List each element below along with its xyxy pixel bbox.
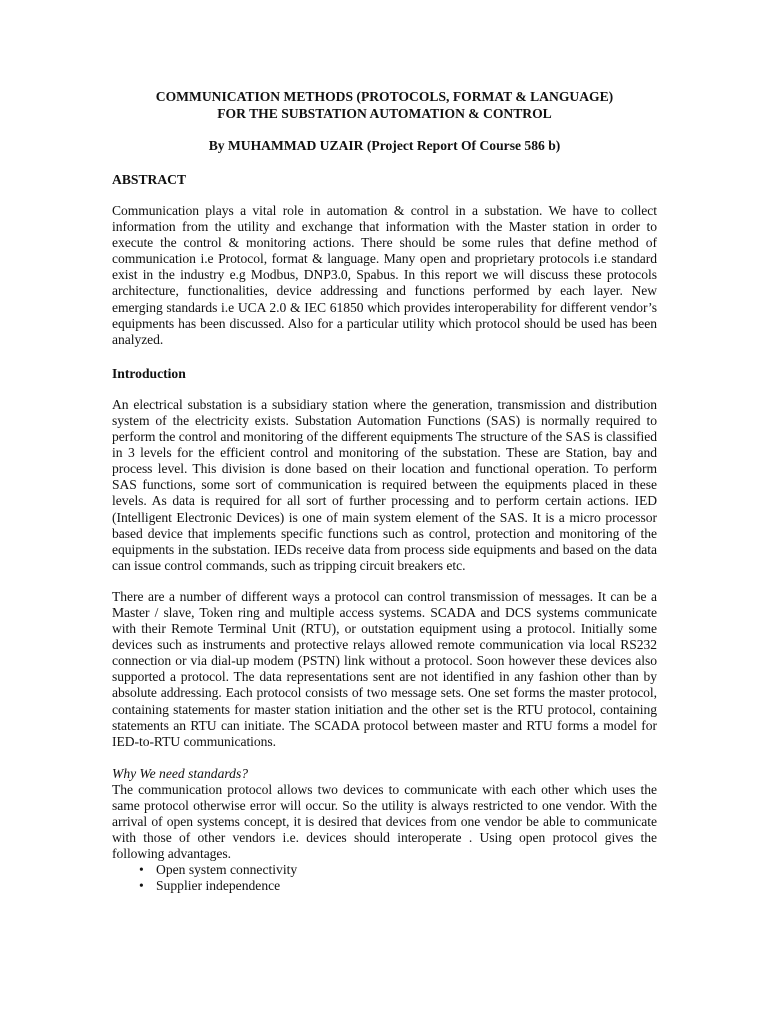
document-page <box>112 88 657 894</box>
standards-paragraph: The communication protocol allows two devices to communicate with each other which uses the same protocol otherwise error will occur. So the utility is always restricted to one vendor. With the arrival of open systems concept, it is desired that devices from one vendor be able to communicate with those of other vendors i.e. devices should interoperate . Using open protocol gives the following advantages. <box>112 781 657 862</box>
abstract-heading: ABSTRACT <box>112 172 187 187</box>
introduction-paragraph-2: There are a number of different ways a protocol can control transmission of messages. It can be a Master / slave, Token ring and multiple access systems. SCADA and DCS systems communicate with their Remote Terminal Unit (RTU), or outstation equipment using a protocol. Initially some devices such as instruments and protective relays allowed remote communication via local RS232 connection or via dial-up modem (PSTN) link without a protocol. Soon however these devices also supported a protocol. The data representations sent are not identified in any fashion other than by absolute addressing. Each protocol consists of two message sets. One set forms the master protocol, containing statements for master station initiation and the other set is the RTU protocol, containing statements an RTU can initiate. The SCADA protocol between master and RTU forms a model for IED-to-RTU communications. <box>112 588 657 749</box>
bullet-icon: • <box>139 862 144 878</box>
introduction-paragraph-1: An electrical substation is a subsidiary station where the generation, transmission and distribution system of the electricity exists. Substation Automation Functions (SAS) is normally required to perform the control and monitoring of the different equipments The structure of the SAS is classified in 3 levels for the efficient control and monitoring of the substation. These are Station, bay and process level. This division is done based on their location and functional operation. To perform SAS functions, some sort of communication is required between the equipments placed in these levels. As data is required for all sort of further processing and to perform certain actions. IED (Intelligent Electronic Devices) is one of main system element of the SAS. It is a micro processor based device that implements specific functions such as control, protection and monitoring of the equipments in the substation. IEDs receive data from process side equipments and based on the data can issue control commands, such as tripping circuit breakers etc. <box>112 396 657 573</box>
list-item-text: Supplier independence <box>156 878 281 894</box>
bullet-icon: • <box>139 878 144 894</box>
advantages-list <box>112 862 657 894</box>
author-byline: By MUHAMMAD UZAIR (Project Report Of Course 586 b) <box>208 138 561 153</box>
list-item-text: Open system connectivity <box>156 862 298 878</box>
list-item <box>139 862 657 878</box>
title-line-1: COMMUNICATION METHODS (PROTOCOLS, FORMAT & LANGUAGE) <box>155 89 614 104</box>
introduction-heading: Introduction <box>112 365 186 381</box>
list-item <box>139 878 657 894</box>
document-title <box>112 88 657 122</box>
title-line-2: FOR THE SUBSTATION AUTOMATION & CONTROL <box>217 106 552 121</box>
standards-subheading: Why We need standards? <box>112 765 249 781</box>
abstract-paragraph: Communication plays a vital role in automation & control in a substation. We have to collect information from the utility and exchange that information with the Master station in order to execute the control & monitoring actions. There should be some rules that define method of communication i.e Protocol, format & language. Many open and proprietary protocols i.e standard exist in the industry e.g Modbus, DNP3.0, Spabus. In this report we will discuss these protocols architecture, functionalities, device addressing and functions performed by each layer. New emerging standards i.e UCA 2.0 & IEC 61850 which provides interoperability for different vendor’s equipments has been discussed. Also for a particular utility which protocol should be used has been analyzed. <box>112 203 657 347</box>
